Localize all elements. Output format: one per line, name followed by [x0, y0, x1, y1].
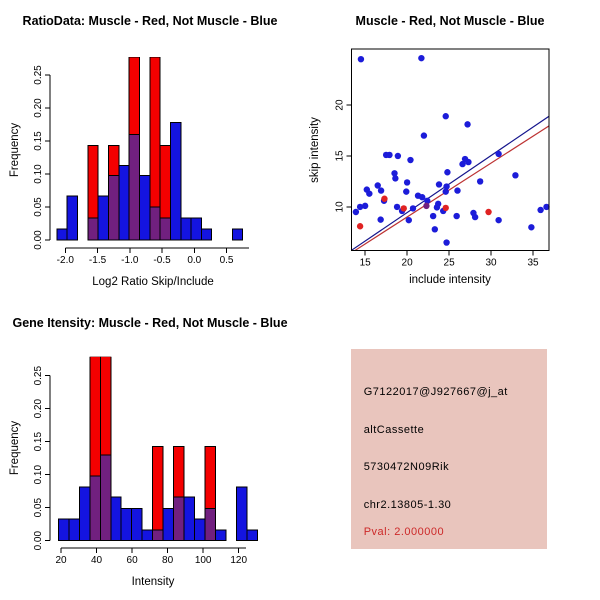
panel-gene-histogram: [0, 300, 300, 600]
x-tick-label: 20: [55, 555, 67, 566]
x-tick-label: 35: [527, 257, 539, 269]
histogram-bar-overlap: [174, 497, 184, 541]
x-tick-label: 100: [194, 555, 212, 566]
x-tick-label: 40: [90, 555, 103, 566]
scatter-point-blue: [378, 187, 384, 193]
histogram-bar-red: [153, 446, 163, 540]
ratio-histogram-ylabel: Frequency: [9, 122, 21, 178]
x-tick-label: 20: [401, 257, 413, 269]
ratio-histogram-title: RatioData: Muscle - Red, Not Muscle - Blue: [22, 14, 278, 28]
scatter-point-blue: [432, 226, 438, 232]
y-tick-label: 20: [334, 99, 346, 111]
scatter-point-red: [381, 196, 387, 202]
y-tick-label: 10: [334, 201, 346, 213]
scatter-point-blue: [406, 217, 412, 223]
y-tick-label: 0.00: [33, 530, 44, 551]
scatter-point-blue: [358, 56, 364, 62]
y-tick-label: 0.15: [33, 131, 44, 151]
histogram-bar-blue: [79, 487, 89, 540]
scatter-point-blue: [444, 169, 450, 175]
axes: [347, 49, 549, 256]
scatter-point-blue: [454, 187, 460, 193]
x-tick-label: 0.5: [219, 255, 234, 266]
y-tick-label: 0.10: [33, 164, 44, 184]
gene-histogram-plot: [0, 300, 300, 600]
x-tick-label: -1.0: [121, 255, 139, 266]
scatter-point-blue: [395, 153, 401, 159]
gene-symbol-text: 5730472N09Rik: [363, 460, 450, 473]
scatter-point-blue: [407, 157, 413, 163]
histogram-bar-blue: [58, 519, 68, 541]
scatter-point-blue: [443, 188, 449, 194]
event-type-text: altCassette: [363, 423, 425, 436]
histogram-bar-blue: [184, 497, 194, 541]
y-tick-label: 0.10: [33, 464, 44, 485]
histogram-bar-blue: [132, 508, 142, 540]
histogram-bar-blue: [216, 530, 226, 541]
panel-gene-info: [300, 300, 600, 600]
x-tick-label: 25: [443, 257, 455, 269]
scatter-point-red: [357, 223, 363, 229]
x-tick-label: 15: [359, 257, 371, 269]
intensity-scatter-plot: [300, 0, 600, 300]
scatter-point-blue: [436, 181, 442, 187]
histogram-bar-blue: [232, 229, 242, 240]
scatter-point-blue: [464, 121, 470, 127]
scatter-point-blue: [366, 190, 372, 196]
histogram-bar-overlap: [129, 134, 139, 240]
scatter-point-blue: [443, 239, 449, 245]
scatter-point-blue: [386, 152, 392, 158]
x-tick-label: -2.0: [56, 255, 74, 266]
scatter-point-blue: [421, 132, 427, 138]
scatter-point-blue: [377, 216, 383, 222]
scatter-point-blue: [394, 204, 400, 210]
scatter-point-blue: [353, 209, 359, 215]
scatter-point-blue: [410, 205, 416, 211]
scatter-point-blue: [418, 55, 424, 61]
gene-histogram-ylabel: Frequency: [9, 420, 21, 476]
histogram-bar-overlap: [100, 455, 110, 541]
histogram-bar-overlap: [160, 218, 170, 240]
histogram-bar-blue: [98, 196, 108, 240]
ratio-histogram-plot: [0, 0, 300, 300]
scatter-point-blue: [434, 204, 440, 210]
y-tick-label: 0.05: [33, 497, 44, 518]
x-tick-label: -0.5: [153, 255, 171, 266]
panel-intensity-scatter: [300, 0, 600, 300]
scatter-point-blue: [392, 175, 398, 181]
histogram-bar-blue: [201, 229, 211, 240]
histogram-bar-blue: [69, 519, 79, 541]
scatter-point-blue: [459, 161, 465, 167]
histogram-bar-blue: [57, 229, 67, 240]
not-muscle-fit-line: [352, 116, 549, 250]
pval-text: Pval: 2.000000: [363, 525, 445, 538]
y-tick-label: 0.20: [33, 98, 44, 118]
x-tick-label: 30: [485, 257, 497, 269]
scatter-point-red: [443, 205, 449, 211]
y-tick-label: 15: [334, 150, 346, 162]
histogram-bar-blue: [142, 530, 152, 541]
histogram-bar-blue: [247, 530, 257, 541]
x-tick-label: 60: [126, 555, 138, 566]
muscle-fit-line: [355, 126, 549, 251]
scatter-point-blue: [495, 151, 501, 157]
histogram-bar-blue: [111, 497, 121, 541]
scatter-point-blue: [528, 224, 534, 230]
y-tick-label: 0.00: [33, 230, 44, 250]
x-tick-label: 80: [162, 555, 174, 566]
locus-text: chr2.13805-1.30: [363, 498, 452, 511]
scatter-point-blue: [404, 179, 410, 185]
histogram-bar-blue: [191, 218, 201, 240]
scatter-point-blue: [430, 213, 436, 219]
gene-info-box: [351, 349, 548, 549]
histogram-bars: [57, 57, 243, 240]
histogram-bar-overlap: [88, 218, 98, 240]
y-tick-label: 0.05: [33, 197, 44, 217]
scatter-points: [353, 55, 550, 246]
histogram-bar-blue: [67, 196, 77, 240]
scatter-point-blue: [453, 213, 459, 219]
x-tick-label: 120: [230, 555, 248, 566]
histogram-bar-blue: [121, 508, 131, 540]
y-tick-label: 0.25: [33, 365, 44, 386]
scatter-ylabel: skip intensity: [309, 117, 321, 183]
scatter-point-red: [485, 209, 491, 215]
histogram-bar-blue: [181, 218, 191, 240]
scatter-point-blue: [362, 203, 368, 209]
histogram-bar-overlap: [153, 530, 163, 541]
gene-histogram-xlabel: Intensity: [131, 576, 175, 588]
histogram-bar-blue: [170, 123, 180, 240]
probe-id-text: G7122017@J927667@j_at: [363, 385, 508, 398]
fit-lines: [352, 116, 549, 250]
scatter-point-overlap: [423, 203, 429, 209]
x-tick-label: -1.5: [88, 255, 107, 266]
y-tick-label: 0.20: [33, 398, 44, 419]
histogram-bars: [58, 357, 257, 541]
scatter-point-blue: [512, 172, 518, 178]
panel-ratio-histogram: [0, 0, 300, 300]
scatter-point-blue: [403, 188, 409, 194]
scatter-point-blue: [470, 210, 476, 216]
scatter-point-blue: [477, 178, 483, 184]
scatter-xlabel: include intensity: [409, 274, 491, 286]
histogram-bar-overlap: [150, 207, 160, 240]
scatter-point-blue: [537, 207, 543, 213]
histogram-bar-blue: [195, 519, 205, 541]
y-tick-label: 0.15: [33, 431, 44, 452]
scatter-point-red: [401, 205, 407, 211]
x-tick-label: 0.0: [187, 255, 202, 266]
scatter-point-blue: [443, 113, 449, 119]
histogram-bar-blue: [119, 165, 129, 240]
scatter-point-blue: [495, 217, 501, 223]
histogram-bar-overlap: [90, 476, 100, 541]
scatter-title: Muscle - Red, Not Muscle - Blue: [355, 14, 545, 28]
gene-histogram-title: Gene Itensity: Muscle - Red, Not Muscle - Blue: [12, 316, 288, 330]
y-tick-label: 0.25: [33, 65, 44, 85]
histogram-bar-overlap: [109, 175, 119, 240]
histogram-bar-blue: [139, 175, 149, 240]
histogram-bar-overlap: [205, 508, 215, 540]
histogram-bar-blue: [237, 487, 247, 540]
histogram-bar-blue: [163, 508, 173, 540]
ratio-histogram-xlabel: Log2 Ratio Skip/Include: [92, 276, 214, 288]
